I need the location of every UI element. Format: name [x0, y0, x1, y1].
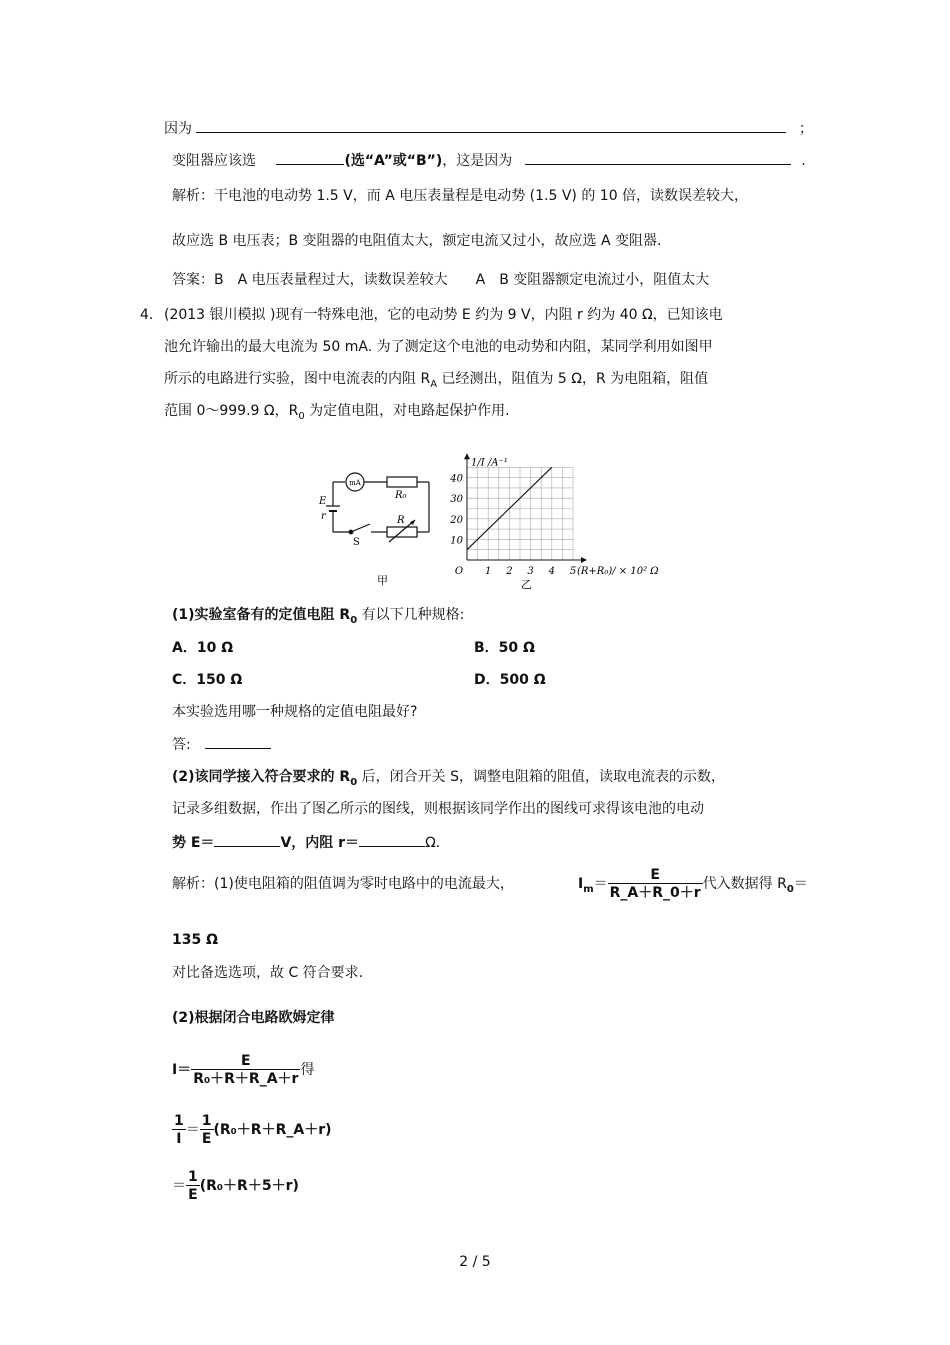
- fraction-1-over-E-2: $\frac{1}{E}$: [188, 1168, 198, 1203]
- blank-rheostat-choice[interactable]: [276, 150, 344, 165]
- blank-reason-1[interactable]: [196, 118, 786, 133]
- y-tick-label: 30: [450, 494, 463, 506]
- fraction-im: $\frac{E}{R\_A+R\_0+r}$: [609, 866, 701, 901]
- circuit-diagram: [315, 462, 440, 587]
- sol-line1: 解析：(1)使电阻箱的阻值调为零时电路中的电流最大，: [172, 876, 514, 892]
- q4-part2-3: 势 E＝ V，内阻 r＝ Ω.: [172, 832, 440, 853]
- option-a[interactable]: A．10 Ω: [172, 640, 234, 656]
- r0-label: R₀: [395, 490, 407, 501]
- q3-analysis-2: 故应选 B 电压表；B 变阻器的电阻值太大，额定电流又过小，故应选 A 变阻器.: [172, 233, 662, 249]
- q3-answer: 答案：B A 电压表量程过大，读数误差较大 A B 变阻器额定电流过小，阻值太大: [172, 272, 710, 288]
- variable-resistor-icon: [387, 527, 417, 537]
- y-tick-label: 20: [450, 514, 463, 526]
- rvar-label: R: [397, 515, 405, 526]
- s-label: S: [353, 537, 360, 548]
- sol-im-formula: $I_m=$ $\frac{E}{R\_A+R\_0+r}$ 代入数据得 $R_0=$: [578, 866, 808, 901]
- q3-line1: 因为 ；: [164, 118, 813, 139]
- origin-label: O: [454, 566, 464, 577]
- q4-part2-1: (2)该同学接入符合要求的 $R_0$ 后，闭合开关 S，调整电阻箱的阻值，读取电流表的示数，: [172, 769, 725, 788]
- y-axis-arrow: [464, 453, 470, 459]
- y-axis-label: 1/I /A⁻¹: [471, 457, 508, 469]
- eq2: $\frac{1}{I}$ ＝ $\frac{1}{E}$ (R₀＋R＋R_A＋r): [174, 1112, 332, 1147]
- y-tick-label: 40: [450, 473, 463, 485]
- fraction-1-over-E: $\frac{1}{E}$: [201, 1112, 212, 1147]
- option-c[interactable]: C．150 Ω: [172, 672, 243, 688]
- q4-number: 4．: [140, 307, 163, 323]
- option-d[interactable]: D．500 Ω: [474, 672, 546, 688]
- q4-part1-answer: 答:: [172, 734, 271, 755]
- blank-part1[interactable]: [205, 734, 271, 749]
- graph-1-over-I: [445, 432, 685, 592]
- x-tick-label: 5: [569, 566, 577, 577]
- q4-stem-2: 池允许输出的最大电流为 50 mA. 为了测定这个电池的电动势和内阻，某同学利用如图甲: [164, 339, 713, 355]
- q3-line2: 变阻器应该选 (选“A”或“B”)，这是因为 .: [172, 150, 806, 171]
- option-b[interactable]: B．50 Ω: [474, 640, 535, 656]
- eq1: I＝ $\frac{E}{\text{R₀＋R＋R\_A＋r}}$ 得: [172, 1052, 315, 1087]
- x-axis-arrow: [581, 557, 587, 563]
- q4-stem-1: (2013 银川模拟 )现有一特殊电池，它的电动势 E 约为 9 V，内阻 r 约为 40 Ω，已知该电: [164, 307, 723, 323]
- x-tick-label: 3: [527, 566, 534, 577]
- blank-reason-2[interactable]: [525, 150, 791, 165]
- q4-stem-3: 所示的电路进行实验，图中电流表的内阻 $R_A$ 已经测出，阻值为 5 Ω，R 为电阻箱，阻值: [164, 371, 709, 390]
- x-axis-label: (R+R₀)/ × 10² Ω: [577, 566, 659, 577]
- e-label: E: [319, 496, 327, 507]
- blank-internal-r[interactable]: [359, 832, 425, 847]
- fraction-1-over-I: $\frac{1}{I}$: [174, 1112, 184, 1147]
- q4-part2-2: 记录多组数据，作出了图乙所示的图线，则根据该同学作出的图线可求得该电池的电动: [172, 801, 704, 817]
- q4-part1: (1)实验室备有的定值电阻 $R_0$ 有以下几种规格:: [172, 607, 465, 626]
- fig-yi-label: 乙: [520, 578, 532, 591]
- q4-part1-question: 本实验选用哪一种规格的定值电阻最好?: [172, 704, 418, 720]
- switch-icon: [351, 524, 370, 532]
- fraction-eq1: $\frac{E}{\text{R₀＋R＋R\_A＋r}}$: [193, 1052, 299, 1087]
- q4-stem-4: 范围 0～999.9 Ω，$R_0$ 为定值电阻，对电路起保护作用.: [164, 403, 510, 422]
- x-tick-label: 4: [548, 566, 555, 577]
- r-label: r: [321, 511, 326, 522]
- y-tick-label: 10: [450, 535, 463, 547]
- meter-label: mA: [349, 479, 361, 487]
- sol-line3: 对比备选选项，故 C 符合要求.: [172, 965, 364, 981]
- page-number: 2 / 5: [459, 1254, 491, 1270]
- x-tick-label: 1: [485, 566, 492, 577]
- blank-emf[interactable]: [214, 832, 280, 847]
- sol-line4: (2)根据闭合电路欧姆定律: [172, 1010, 335, 1026]
- x-tick-label: 2: [506, 566, 513, 577]
- sol-line2: 135 Ω: [172, 932, 218, 948]
- q3-analysis-1: 解析：干电池的电动势 1.5 V，而 A 电压表量程是电动势 (1.5 V) 的 10 倍，读数误差较大，: [172, 188, 749, 204]
- fixed-resistor-icon: [387, 477, 417, 487]
- fig-jia-label: 甲: [377, 574, 388, 587]
- eq3: ＝ $\frac{1}{E}$ (R₀＋R＋5＋r): [172, 1168, 299, 1203]
